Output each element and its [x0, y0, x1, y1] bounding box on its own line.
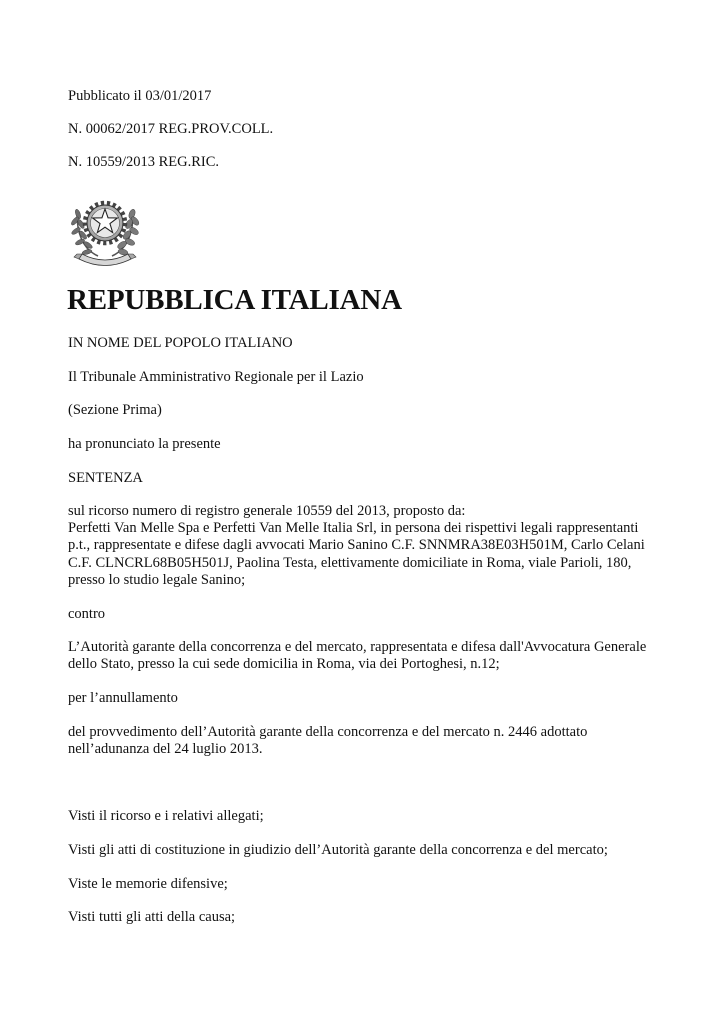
appeal-line: presso lo studio legale Sanino;: [68, 571, 246, 588]
against-label: contro: [68, 606, 106, 622]
document-title: REPUBBLICA ITALIANA: [67, 284, 402, 316]
appeal-line: sul ricorso numero di registro generale 10559 del 2013, proposto da:: [68, 503, 466, 519]
reg-prov-coll-number: N. 00062/2017 REG.PROV.COLL.: [68, 121, 274, 137]
emblem-of-italy-icon: [68, 188, 142, 268]
appeal-line: Perfetti Van Melle Spa e Perfetti Van Melle Italia Srl, in persona dei rispettivi legali rappresentanti: [68, 520, 639, 537]
contested-act-line: del provvedimento dell’Autorità garante della concorrenza e del mercato n. 2446 adottato: [68, 724, 588, 740]
consideration-item: Visti gli atti di costituzione in giudizio dell’Autorità garante della concorrenza e del mercato;: [68, 842, 608, 858]
pronouncement-line: ha pronunciato la presente: [68, 436, 221, 452]
publication-date: Pubblicato il 03/01/2017: [68, 88, 212, 104]
ruling-type: SENTENZA: [68, 470, 143, 486]
appeal-line: p.t., rappresentate e difese dagli avvocati Mario Sanino C.F. SNNMRA38E03H501M, Carlo Celani: [68, 537, 645, 554]
respondent-line: L’Autorità garante della concorrenza e del mercato, rappresentata e difesa dall'Avvocatura Generale: [68, 639, 647, 655]
respondent-line: dello Stato, presso la cui sede domicilia in Roma, via dei Portoghesi, n.12;: [68, 656, 500, 673]
reg-ric-number: N. 10559/2013 REG.RIC.: [68, 154, 220, 170]
purpose-label: per l’annullamento: [68, 690, 178, 706]
appeal-line: C.F. CLNCRL68B05H501J, Paolina Testa, elettivamente domiciliate in Roma, viale Parioli, 180,: [68, 554, 632, 571]
court-name: Il Tribunale Amministrativo Regionale per il Lazio: [68, 369, 364, 385]
respondent-paragraph: [68, 639, 646, 673]
consideration-item: Visti il ricorso e i relativi allegati;: [68, 808, 264, 824]
contested-act-paragraph: [68, 724, 587, 758]
court-section: (Sezione Prima): [68, 402, 162, 418]
appeal-paragraph: [68, 503, 645, 589]
consideration-item: Visti tutti gli atti della causa;: [68, 909, 236, 925]
in-the-name-of-the-people: IN NOME DEL POPOLO ITALIANO: [68, 335, 293, 351]
consideration-item: Viste le memorie difensive;: [68, 876, 228, 892]
contested-act-line: nell’adunanza del 24 luglio 2013.: [68, 741, 263, 758]
